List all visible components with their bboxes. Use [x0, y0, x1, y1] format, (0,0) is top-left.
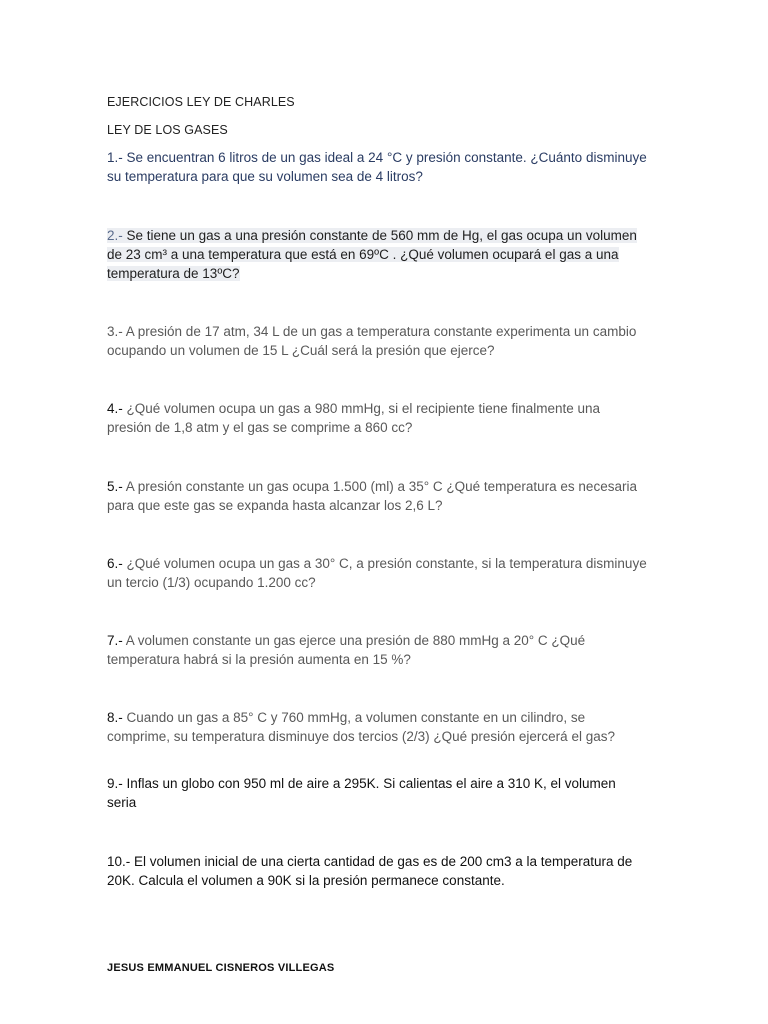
exercise-number: 2.- [107, 228, 123, 243]
document-title: EJERCICIOS LEY DE CHARLES [107, 95, 295, 109]
exercise-number: 8.- [107, 710, 123, 725]
exercise-number: 9.- [107, 776, 123, 791]
exercise-9 [107, 774, 647, 812]
exercise-text: A volumen constante un gas ejerce una presión de 880 mmHg a 20° C ¿Qué temperatura habrá si la presión aumenta en 15 %? [107, 633, 586, 667]
exercise-text: Inflas un globo con 950 ml de aire a 295K. Si calientas el aire a 310 K, el volumen seria [107, 776, 616, 810]
author-name: JESUS EMMANUEL CISNEROS VILLEGAS [107, 962, 335, 974]
exercise-text: ¿Qué volumen ocupa un gas a 980 mmHg, si el recipiente tiene finalmente una presión de 1,8 atm y el gas se comprime a 860 cc? [107, 401, 601, 435]
exercise-3 [107, 322, 647, 360]
exercise-4 [107, 399, 647, 437]
exercise-text: El volumen inicial de una cierta cantidad de gas es de 200 cm3 a la temperatura de 20K. Calcula el volumen a 90K si la presión permanece constante. [107, 854, 633, 888]
exercise-number: 10.- [107, 854, 131, 869]
exercise-6 [107, 554, 647, 592]
exercise-number: 4.- [107, 401, 123, 416]
exercise-text: ¿Qué volumen ocupa un gas a 30° C, a presión constante, si la temperatura disminuye un tercio (1/3) ocupando 1.200 cc? [107, 556, 647, 590]
exercise-7 [107, 631, 647, 669]
exercise-text: Se encuentran 6 litros de un gas ideal a 24 °C y presión constante. ¿Cuánto disminuye su temperatura para que su volumen sea de 4 litros? [107, 150, 647, 184]
exercise-10 [107, 852, 647, 890]
exercise-number: 6.- [107, 556, 123, 571]
exercise-5 [107, 477, 647, 515]
exercise-1 [107, 148, 647, 186]
document-subtitle: LEY DE LOS GASES [107, 123, 228, 137]
exercise-text: Cuando un gas a 85° C y 760 mmHg, a volumen constante en un cilindro, se comprime, su temperatura disminuye dos tercios (2/3) ¿Qué presión ejercerá el gas? [107, 710, 615, 744]
exercise-number: 3.- [107, 324, 123, 339]
exercise-number: 5.- [107, 479, 123, 494]
exercise-2 [107, 226, 647, 283]
exercise-8 [107, 708, 647, 746]
exercise-text: A presión de 17 atm, 34 L de un gas a temperatura constante experimenta un cambio ocupando un volumen de 15 L ¿Cuál será la presión que ejerce? [107, 324, 637, 358]
exercise-number: 1.- [107, 150, 123, 165]
exercise-text: A presión constante un gas ocupa 1.500 (ml) a 35° C ¿Qué temperatura es necesaria para que este gas se expanda hasta alcanzar los 2,6 L? [107, 479, 637, 513]
exercise-number: 7.- [107, 633, 123, 648]
exercise-text: Se tiene un gas a una presión constante de 560 mm de Hg, el gas ocupa un volumen de 23 cm³ a una temperatura que está en 69ºC . ¿Qué volumen ocupará el gas a una temperatura de 13ºC? [107, 228, 637, 281]
